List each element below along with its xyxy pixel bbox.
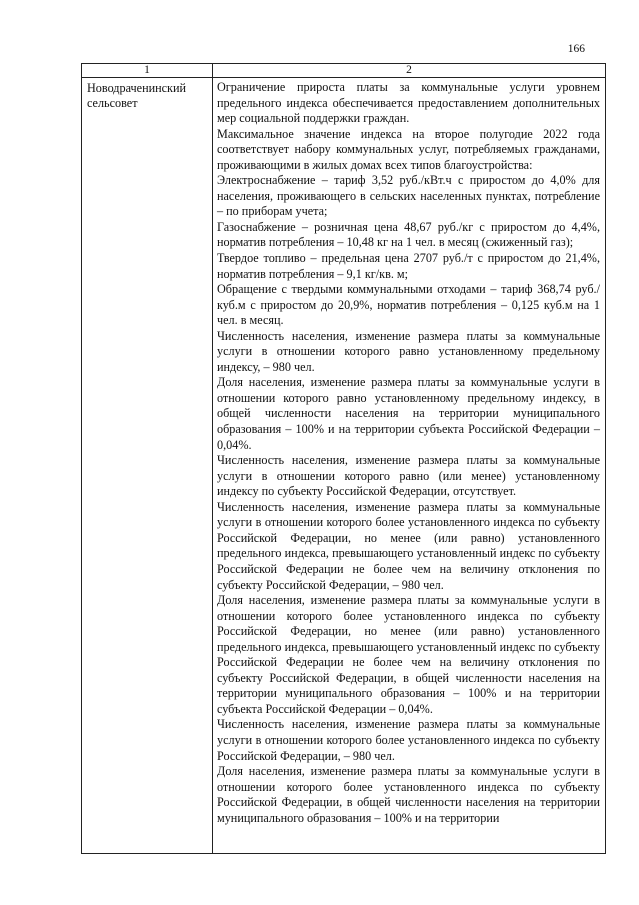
paragraph: Численность населения, изменение размера платы за коммунальные услуги в отношении которого равно (или менее) установленному индексу по субъекту Российской Федерации, отсутствует. xyxy=(217,453,600,499)
table-header-row xyxy=(82,64,606,78)
page-number: 166 xyxy=(567,43,585,55)
paragraph: Твердое топливо – предельная цена 2707 руб./т с приростом до 21,4%, норматив потребления – 9,1 кг/кв. м; xyxy=(217,251,600,281)
column-header-2: 2 xyxy=(213,64,606,78)
paragraph: Доля населения, изменение размера платы за коммунальные услуги в отношении которого более установленного индекса по субъекту Российской Федерации, в общей численности населения на территории муниципального образования – 100% и на территории xyxy=(217,764,600,825)
description-cell xyxy=(213,78,606,854)
column-header-1: 1 xyxy=(82,64,213,78)
paragraph: Газоснабжение – розничная цена 48,67 руб./кг с приростом до 4,4%, норматив потребления – 10,48 кг на 1 чел. в месяц (сжиженный газ); xyxy=(217,219,600,250)
paragraph: Численность населения, изменение размера платы за коммунальные услуги в отношении которого более установленного индекса по субъекту Российской Федерации, – 980 чел. xyxy=(217,717,600,763)
paragraph: Обращение с твердыми коммунальными отходами – тариф 368,74 руб./куб.м с приростом до 20,9%, норматив потребления – 0,125 куб.м на 1 чел. в месяц. xyxy=(217,282,600,328)
paragraph: Доля населения, изменение размера платы за коммунальные услуги в отношении которого равно установленному предельному индексу, в общей численности населения на территории муниципального образования – 100% и на территории субъекта Российской Федерации – 0,04%. xyxy=(217,375,600,452)
paragraph: Максимальное значение индекса на второе полугодие 2022 года соответствует набору коммунальных услуг, потребляемых гражданами, проживающими в жилых домах всех типов благоустройства: xyxy=(217,126,600,172)
document-table xyxy=(81,63,606,854)
paragraph: Электроснабжение – тариф 3,52 руб./кВт.ч с приростом до 4,0% для населения, проживающего в сельских населенных пунктах, потребление – по приборам учета; xyxy=(217,173,600,219)
paragraph: Доля населения, изменение размера платы за коммунальные услуги в отношении которого более установленного индекса по субъекту Российской Федерации, но менее (или равно) установленного предельного индекса, превышающего установленный индекс по субъекту Российской Федерации не более чем на величину отклонения по субъекту Российской Федерации, в общей численности населения на территории муниципального образования – 100% и на территории субъекта Российской Федерации – 0,04%. xyxy=(217,593,600,716)
paragraph: Численность населения, изменение размера платы за коммунальные услуги в отношении которого равно установленному предельному индексу, – 980 чел. xyxy=(217,328,600,374)
paragraph: Численность населения, изменение размера платы за коммунальные услуги в отношении которого более установленного индекса по субъекту Российской Федерации, но менее (или равно) установленного предельного индекса, превышающего установленный индекс по субъекту Российской Федерации не более чем на величину отклонения по субъекту Российской Федерации, – 980 чел. xyxy=(217,499,600,592)
region-name-cell: Новодрачeнинский сельсовет xyxy=(82,78,213,854)
paragraph: Ограничение прироста платы за коммунальные услуги уровнем предельного индекса обеспечивается предоставлением дополнительных мер социальной поддержки граждан. xyxy=(217,80,600,126)
table-row xyxy=(82,78,606,854)
